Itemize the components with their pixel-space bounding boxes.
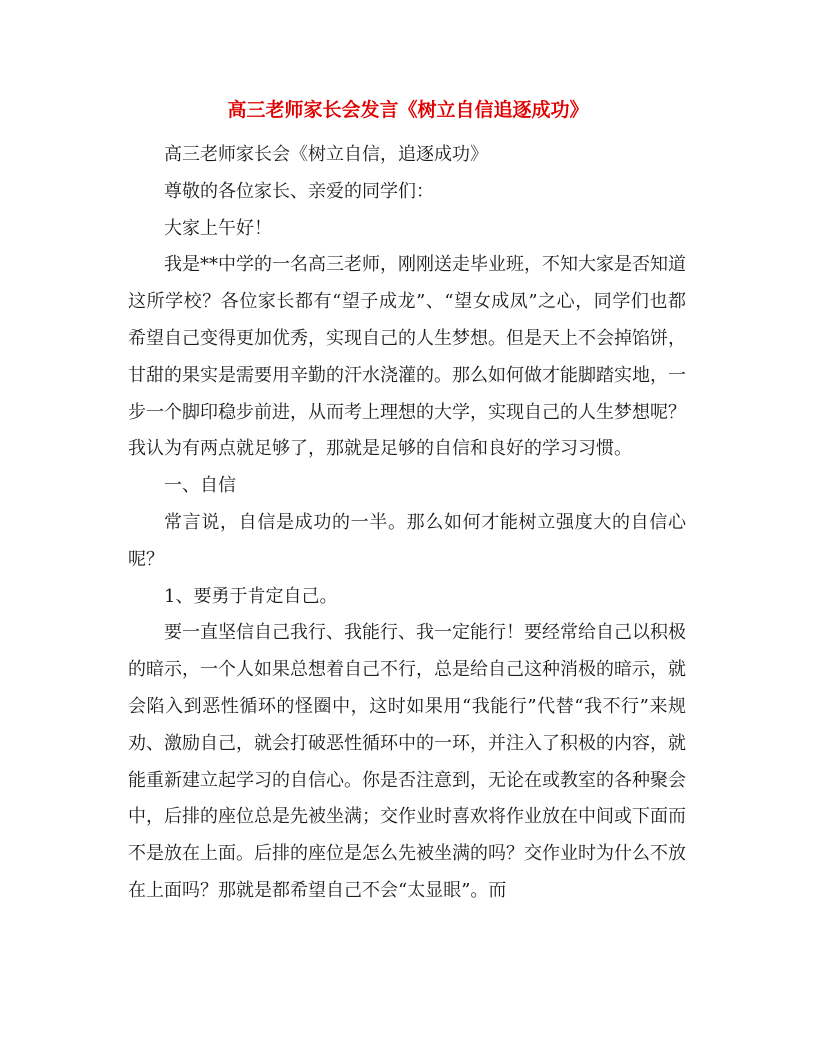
- intro-paragraph: 我是**中学的一名高三老师，刚刚送走毕业班，不知大家是否知道这所学校？各位家长都有“望子成龙”、“望女成凤”之心，同学们也都希望自己变得更加优秀，实现自己的人生梦想。但是天上不会掉馅饼，甘甜的果实是需要用辛勤的汗水浇灌的。那么如何做才能脚踏实地，一步一个脚印稳步前进，从而考上理想的大学，实现自己的人生梦想呢？我认为有两点就足够了，那就是足够的自信和良好的学习习惯。: [128, 254, 686, 460]
- section-heading: 一、自信: [164, 475, 236, 497]
- greeting-paragraph: 大家上午好！: [164, 217, 272, 239]
- salutation-paragraph: 尊敬的各位家长、亲爱的同学们：: [164, 180, 434, 202]
- document-title: 高三老师家长会发言《树立自信追逐成功》: [227, 99, 589, 121]
- body-paragraph: 常言说，自信是成功的一半。那么如何才能树立强度大的自信心呢？: [128, 511, 686, 570]
- subsection-heading: 1、要勇于肯定自己。: [164, 585, 338, 607]
- body-paragraph: 要一直坚信自己我行、我能行、我一定能行！要经常给自己以积极的暗示，一个人如果总想着自己不行，总是给自己这种消极的暗示，就会陷入到恶性循环的怪圈中，这时如果用“我能行”代替“我不行”来规劝、激励自己，就会打破恶性循环中的一环，并注入了积极的内容，就能重新建立起学习的自信心。你是否注意到，无论在或教室的各种聚会中，后排的座位总是先被坐满；交作业时喜欢将作业放在中间或下面而不是放在上面。后排的座位是怎么先被坐满的吗？交作业时为什么不放在上面吗？那就是都希望自己不会“太显眼”。而: [128, 622, 686, 901]
- document-body: [128, 137, 686, 910]
- subtitle-paragraph: 高三老师家长会《树立自信，追逐成功》: [164, 144, 488, 165]
